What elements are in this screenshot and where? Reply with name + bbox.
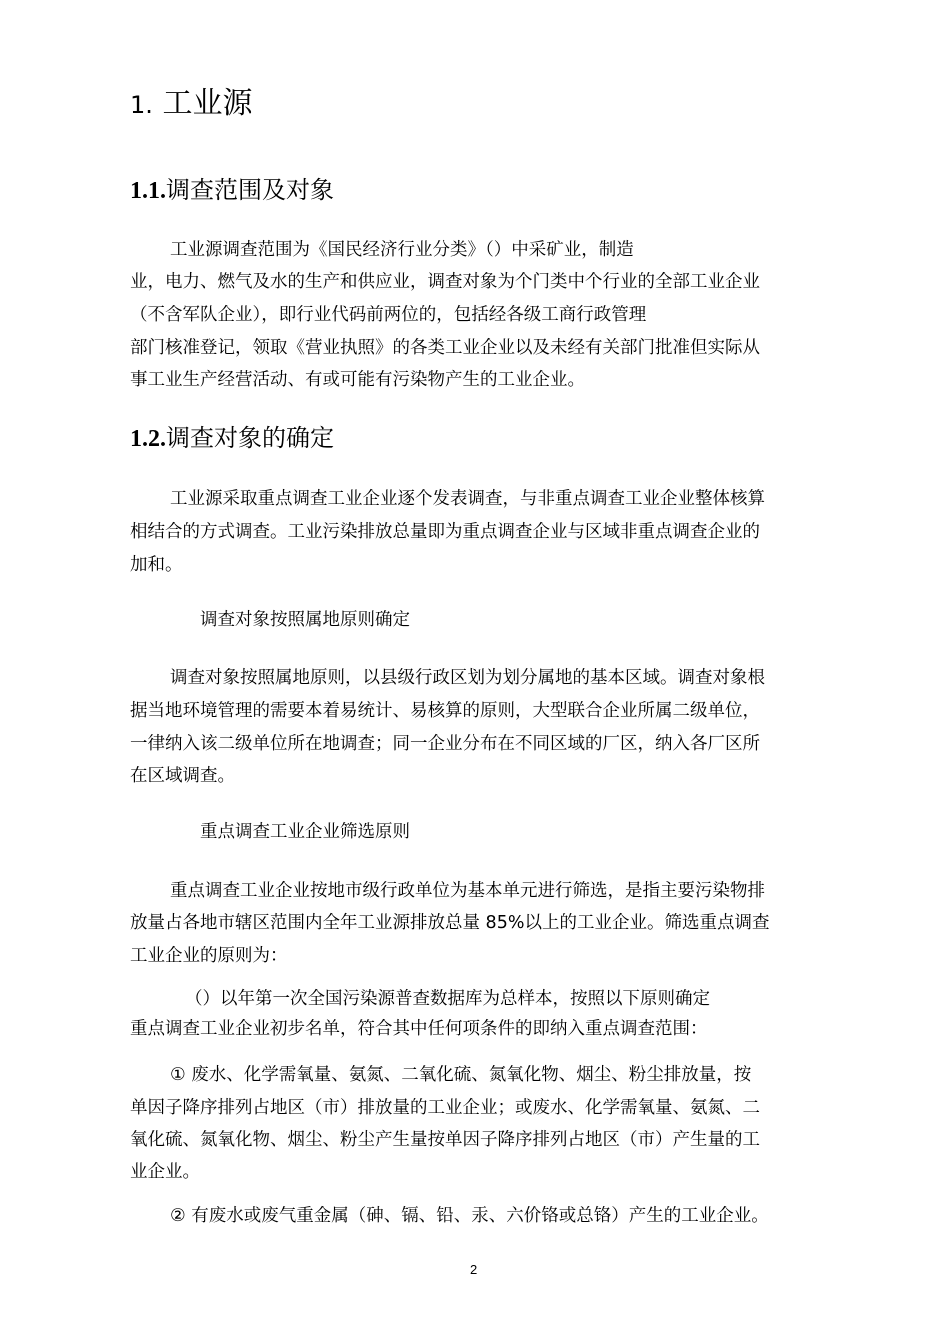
- paragraph-line: （不含军队企业），即行业代码前两位的，包括经各级工商行政管理: [130, 305, 647, 325]
- heading-1-2: [130, 418, 334, 453]
- heading-1-1-number: 1.1.: [130, 178, 166, 204]
- subheading: 重点调查工业企业筛选原则: [200, 822, 410, 842]
- paragraph-line: 加和。: [130, 555, 183, 575]
- paragraph-line: 部门核准登记，领取《营业执照》的各类工业企业以及未经有关部门批准但实际从: [130, 338, 760, 358]
- heading-1: [130, 78, 252, 122]
- paragraph-line: 一律纳入该二级单位所在地调查；同一企业分布在不同区域的厂区，纳入各厂区所: [130, 734, 760, 754]
- paragraph-line: 重点调查工业企业按地市级行政单位为基本单元进行筛选，是指主要污染物排: [170, 881, 765, 901]
- paragraph-line: 工业源调查范围为《国民经济行业分类》（）中采矿业，制造: [170, 240, 634, 260]
- paragraph-line: 工业企业的原则为：: [130, 946, 288, 966]
- heading-1-title: 工业源: [162, 86, 253, 121]
- paragraph-line: 业，电力、燃气及水的生产和供应业，调查对象为个门类中个行业的全部工业企业: [130, 272, 760, 292]
- list-item-line: ① 废水、化学需氧量、氨氮、二氧化硫、氮氧化物、烟尘、粉尘排放量，按: [170, 1065, 752, 1085]
- heading-1-number: 1.: [130, 91, 153, 119]
- heading-1-1: [130, 170, 334, 205]
- paragraph-line: 工业源采取重点调查工业企业逐个发表调查，与非重点调查工业企业整体核算: [170, 489, 765, 509]
- paragraph-line: 据当地环境管理的需要本着易统计、易核算的原则，大型联合企业所属二级单位，: [130, 701, 760, 721]
- list-item-line: 氧化硫、氮氧化物、烟尘、粉尘产生量按单因子降序排列占地区（市）产生量的工: [130, 1130, 760, 1150]
- paragraph-line: （）以年第一次全国污染源普查数据库为总样本，按照以下原则确定: [185, 989, 710, 1009]
- list-item-line: 单因子降序排列占地区（市）排放量的工业企业；或废水、化学需氧量、氨氮、二: [130, 1098, 760, 1118]
- paragraph-line: 在区域调查。: [130, 766, 235, 786]
- paragraph-line: 事工业生产经营活动、有或可能有污染物产生的工业企业。: [130, 370, 585, 390]
- heading-1-2-title: 调查对象的确定: [166, 424, 334, 452]
- list-item-line: ② 有废水或废气重金属（砷、镉、铅、汞、六价铬或总铬）产生的工业企业。: [170, 1206, 769, 1226]
- paragraph-line: 相结合的方式调查。工业污染排放总量即为重点调查企业与区域非重点调查企业的: [130, 522, 760, 542]
- heading-1-2-number: 1.2.: [130, 426, 166, 452]
- paragraph-line: 重点调查工业企业初步名单，符合其中任何项条件的即纳入重点调查范围：: [130, 1019, 708, 1039]
- heading-1-1-title: 调查范围及对象: [166, 176, 334, 204]
- subheading: 调查对象按照属地原则确定: [200, 610, 410, 630]
- page-number: 2: [470, 1262, 478, 1277]
- paragraph-line: 调查对象按照属地原则，以县级行政区划为划分属地的基本区域。调查对象根: [170, 668, 765, 688]
- list-item-line: 业企业。: [130, 1162, 200, 1182]
- paragraph-line: 放量占各地市辖区范围内全年工业源排放总量 85%以上的工业企业。筛选重点调查: [130, 913, 770, 933]
